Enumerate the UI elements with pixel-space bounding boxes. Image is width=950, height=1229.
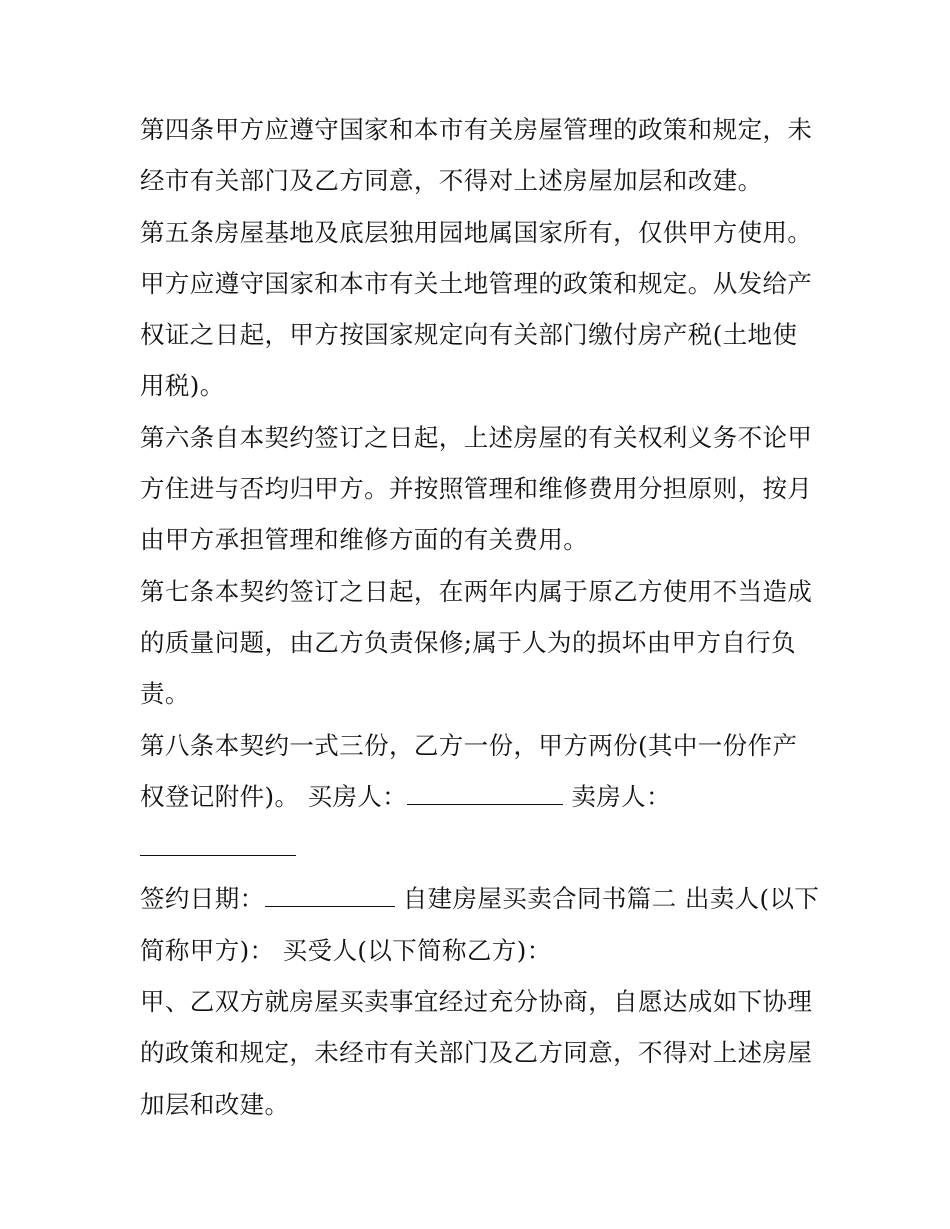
contract-heading: 自建房屋买卖合同书篇二	[402, 884, 677, 914]
seller-party-label: 出卖人(以下简称甲方)：	[140, 884, 820, 965]
seller-label: 卖房人：	[571, 781, 671, 811]
contract-body	[140, 104, 820, 1130]
article-7-paragraph: 第七条本契约签订之日起，在两年内属于原乙方使用不当造成的质量问题，由乙方负责保修;属于人为的损坏由甲方自行负责。	[140, 576, 813, 709]
buyer-party-label: 买受人(以下简称乙方)：	[282, 935, 552, 965]
seller-signature-blank[interactable]	[140, 829, 296, 856]
article-4-paragraph: 第四条甲方应遵守国家和本市有关房屋管理的政策和规定，未经市有关部门及乙方同意，不得对上述房屋加层和改建。	[140, 115, 813, 196]
article-5-paragraph: 第五条房屋基地及底层独用园地属国家所有，仅供甲方使用。甲方应遵守国家和本市有关土地管理的政策和规定。从发给产权证之日起，甲方按国家规定向有关部门缴付房产税(土地使用税)。	[140, 217, 813, 401]
signing-date-label: 签约日期：	[140, 884, 265, 914]
article-6-paragraph: 第六条自本契约签订之日起，上述房屋的有关权利义务不论甲方住进与否均归甲方。并按照管理和维修费用分担原则，按月由甲方承担管理和维修方面的有关费用。	[140, 422, 813, 555]
article-8-paragraph	[140, 720, 820, 874]
buyer-label: 买房人：	[307, 781, 408, 811]
signing-paragraph	[140, 873, 820, 976]
closing-paragraph: 甲、乙双方就房屋买卖事宜经过充分协商，自愿达成如下协理的政策和规定，未经市有关部门及乙方同意，不得对上述房屋加层和改建。	[140, 987, 813, 1119]
signing-date-blank[interactable]	[265, 880, 395, 907]
article-8-text: 第八条本契约一式三份，乙方一份，甲方两份(其中一份作产权登记附件)。	[140, 730, 798, 811]
buyer-signature-blank[interactable]	[407, 778, 563, 805]
